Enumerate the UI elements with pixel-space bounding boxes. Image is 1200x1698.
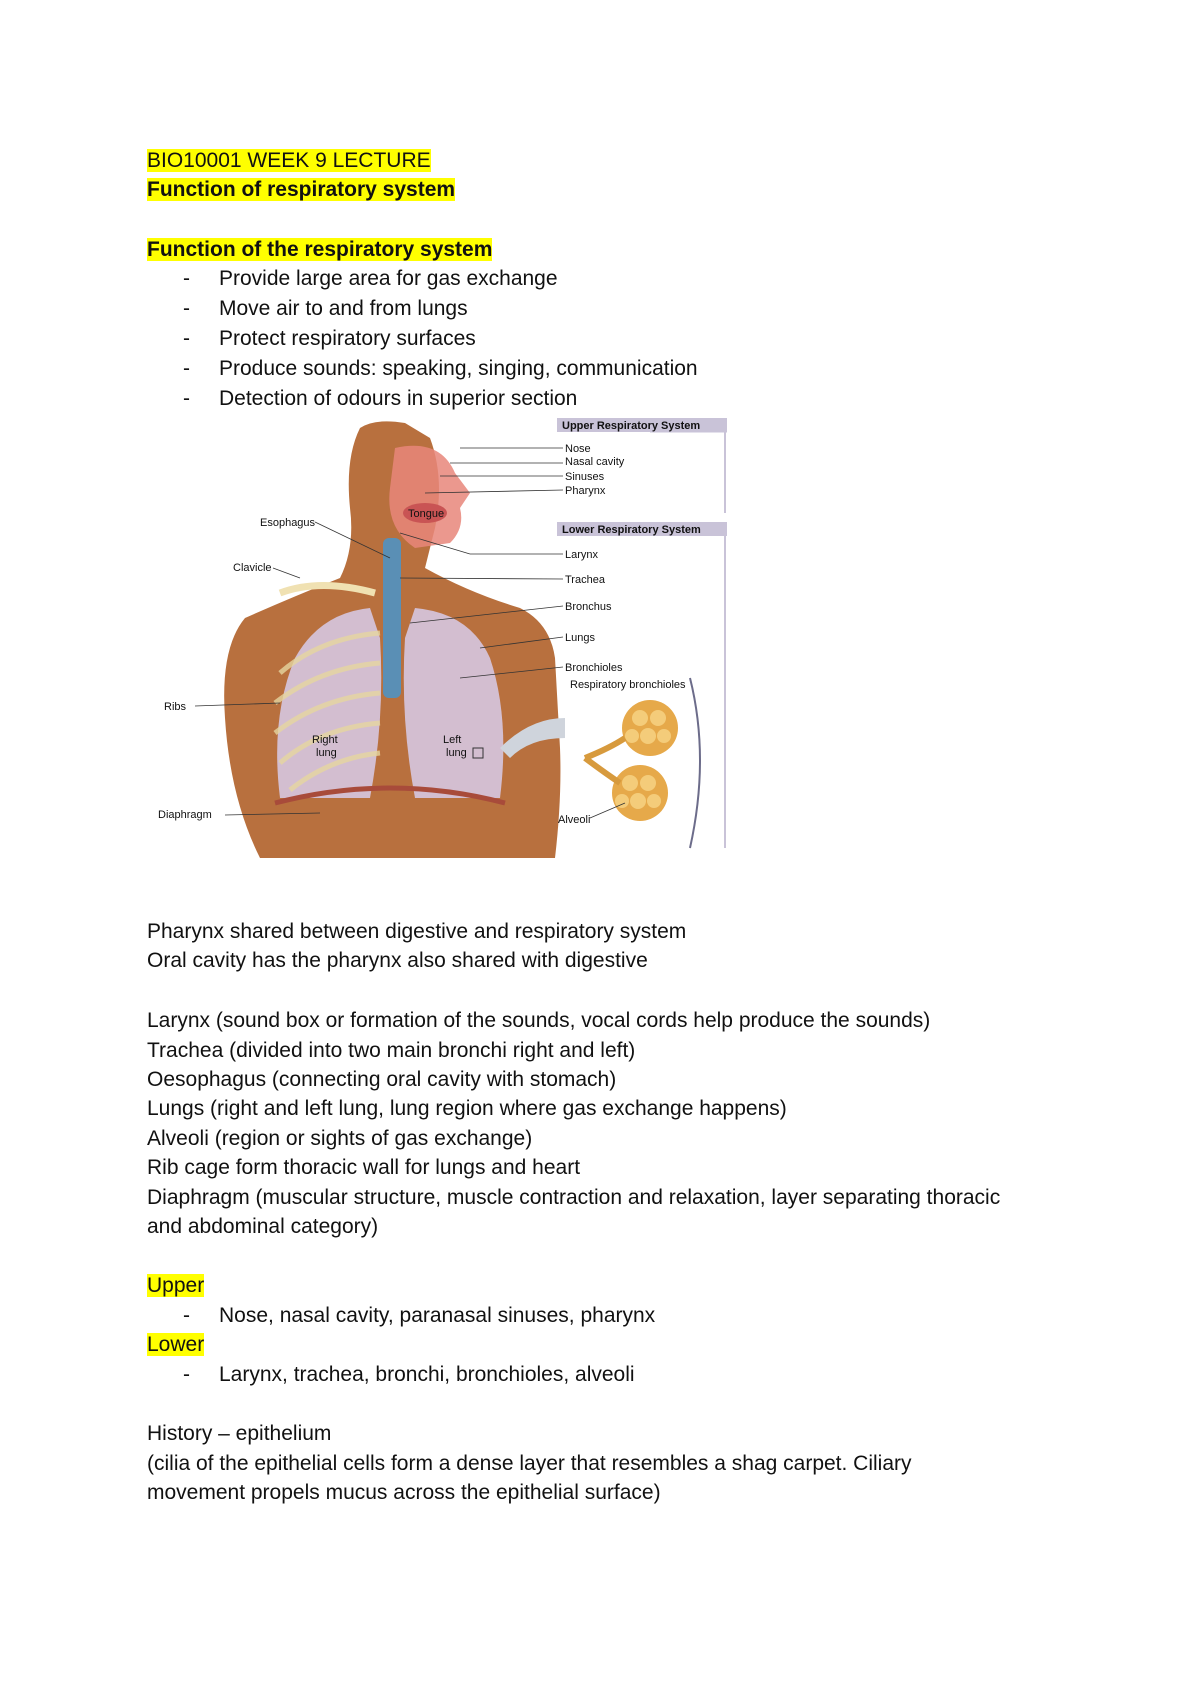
bullet-item: - Produce sounds: speaking, singing, communication (183, 357, 698, 380)
heading-lower: Lower (147, 1333, 205, 1356)
para-line: and abdominal category) (147, 1215, 379, 1238)
para-line: Trachea (divided into two main bronchi right and left) (147, 1039, 636, 1062)
label-sinuses: Sinuses (565, 471, 605, 483)
label-bronchioles: Bronchioles (565, 662, 623, 674)
bullet-item: - Move air to and from lungs (183, 297, 468, 320)
label-bronchus: Bronchus (565, 601, 612, 613)
para-line: Alveoli (region or sights of gas exchange) (147, 1127, 533, 1150)
label-nose: Nose (565, 443, 591, 455)
label-lungs: Lungs (565, 632, 595, 644)
label-tongue: Tongue (408, 508, 445, 520)
label-nasal-cavity: Nasal cavity (565, 456, 625, 468)
label-alveoli: Alveoli (558, 814, 591, 826)
bullet-item: - Larynx, trachea, bronchi, bronchioles, alveoli (183, 1363, 635, 1386)
label-diaphragm: Diaphragm (158, 809, 212, 821)
para-line: Larynx (sound box or formation of the sounds, vocal cords help produce the sounds) (147, 1009, 931, 1032)
para-line: Lungs (right and left lung, lung region where gas exchange happens) (147, 1097, 787, 1120)
label-ribs: Ribs (164, 701, 187, 713)
para-line: Oral cavity has the pharynx also shared with digestive (147, 949, 648, 972)
label-esophagus: Esophagus (260, 517, 316, 529)
bullet-item: - Nose, nasal cavity, paranasal sinuses, pharynx (183, 1304, 656, 1327)
label-left-lung-1: Left (443, 734, 462, 746)
trachea-illustration (383, 538, 401, 698)
doc-subtitle: Function of respiratory system (147, 178, 456, 201)
doc-title: BIO10001 WEEK 9 LECTURE (147, 149, 431, 172)
history-line: movement propels mucus across the epithelial surface) (147, 1481, 661, 1504)
para-line: Pharynx shared between digestive and respiratory system (147, 920, 687, 943)
label-left-lung-2: lung (446, 747, 467, 759)
para-line: Oesophagus (connecting oral cavity with stomach) (147, 1068, 617, 1091)
label-trachea: Trachea (565, 574, 605, 586)
bullet-item: - Protect respiratory surfaces (183, 327, 476, 350)
label-respiratory-bronchioles: Respiratory bronchioles (570, 679, 686, 691)
label-clavicle: Clavicle (233, 562, 272, 574)
bullet-item: - Provide large area for gas exchange (183, 267, 558, 290)
para-line: Diaphragm (muscular structure, muscle contraction and relaxation, layer separating thoracic (147, 1186, 1001, 1209)
label-pharynx: Pharynx (565, 485, 606, 497)
section-heading-function: Function of the respiratory system (147, 238, 493, 261)
heading-upper: Upper (147, 1274, 205, 1297)
history-heading: History – epithelium (147, 1422, 332, 1445)
history-line: (cilia of the epithelial cells form a dense layer that resembles a shag carpet. Ciliary (147, 1452, 912, 1475)
respiratory-system-figure (158, 418, 730, 858)
bullet-item: - Detection of odours in superior section (183, 387, 578, 410)
label-right-lung-1: Right (312, 734, 338, 746)
lower-system-title: Lower Respiratory System (562, 524, 701, 536)
upper-system-title: Upper Respiratory System (562, 420, 701, 432)
label-larynx: Larynx (565, 549, 599, 561)
label-right-lung-2: lung (316, 747, 337, 759)
para-line: Rib cage form thoracic wall for lungs and heart (147, 1156, 581, 1179)
